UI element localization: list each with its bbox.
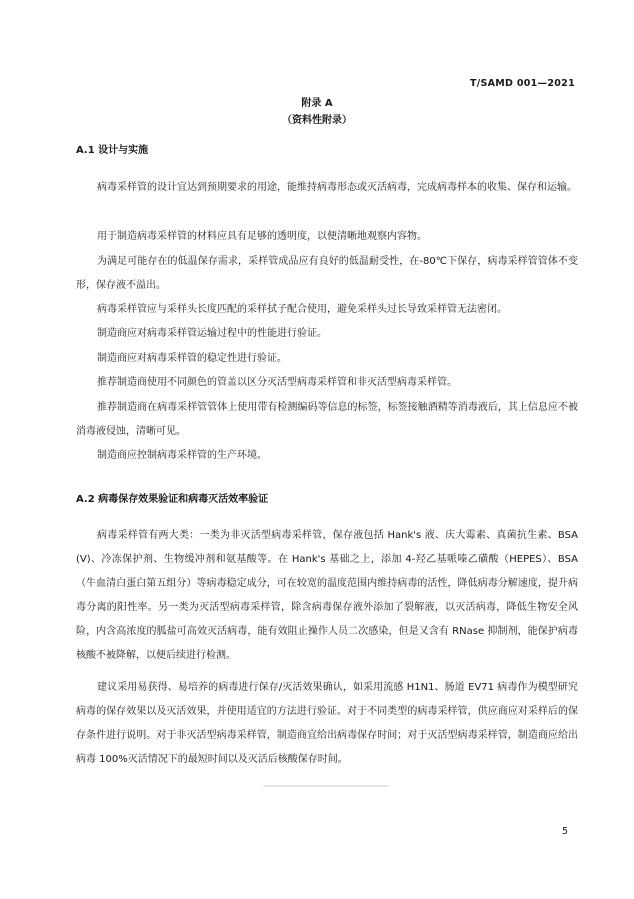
page-number: 5 (561, 826, 568, 837)
page-divider (263, 785, 389, 787)
paragraph: 推荐制造商使用不同颜色的管盖以区分灭活型病毒采样管和非灭活型病毒采样管。 (97, 377, 457, 388)
paragraph: 病毒采样管的设计宜达到预期要求的用途，能维持病毒形态或灭活病毒，完成病毒样本的收集、保存和运输。 (97, 182, 577, 193)
paragraph: 制造商应控制病毒采样管的生产环境。 (97, 450, 267, 461)
appendix-title: 附录 A (301, 98, 333, 109)
section-heading-a1: A.1 设计与实施 (76, 145, 149, 156)
paragraph: 病毒采样管应与采样头长度匹配的采样拭子配合使用，避免采样头过长导致采样管无法密闭。 (97, 304, 507, 315)
paragraph: 用于制造病毒采样管的材料应具有足够的透明度，以便清晰地观察内容物。 (97, 231, 427, 242)
paragraph: 建议采用易获得、易培养的病毒进行保存/灭活效果确认，如采用流感 H1N1、肠道 EV71 病毒作为模型研究病毒的保存效果以及灭活效果，并使用适宜的方法进行验证。对于不同类型的病毒采样管，供应商应对采样后的保存条件进行说明。对于非灭活型病毒采样管，制造商宜给出病毒保存时间；对于灭活型病毒采样管，制造商应给出病毒 100%灭活情况下的最短时间以及灭活后核酸保存时间。 (76, 682, 578, 765)
section-heading-a2: A.2 病毒保存效果验证和病毒灭活效率验证 (76, 494, 269, 505)
paragraph: 制造商应对病毒采样管运输过程中的性能进行验证。 (97, 328, 327, 339)
appendix-subtitle: （资料性附录） (282, 115, 352, 126)
paragraph: 制造商应对病毒采样管的稳定性进行验证。 (97, 353, 287, 364)
paragraph: 病毒采样管有两大类：一类为非灭活型病毒采样管，保存液包括 Hank's 液、庆大霉素、真菌抗生素、BSA (V)、冷冻保护剂、生物缓冲剂和氨基酸等。在 Hank's 基础之上，添加 4-羟乙基哌嗪乙磺酸（HEPES）、BSA（牛血清白蛋白第五组分）等病毒稳定成分，可在较宽的温度范围内维持病毒的活性，降低病毒分解速度，提升病毒分离的阳性率。另一类为灭活型病毒采样管，除含病毒保存液外添加了裂解液，以灭活病毒，降低生物安全风险，内含高浓度的胍盐可高效灭活病毒，能有效阻止操作人员二次感染，但是又含有 RNase 抑制剂，能保护病毒核酸不被降解，以便后续进行检测。 (76, 530, 578, 661)
paragraph: 为满足可能存在的低温保存需求，采样管成品应有良好的低温耐受性，在-80℃下保存，病毒采样管管体不变形，保存液不溢出。 (76, 256, 578, 291)
document-code: T/SAMD 001—2021 (469, 78, 575, 89)
paragraph: 推荐制造商在病毒采样管管体上使用带有检测编码等信息的标签，标签接触酒精等消毒液后，其上信息应不被消毒液侵蚀，清晰可见。 (76, 402, 578, 437)
